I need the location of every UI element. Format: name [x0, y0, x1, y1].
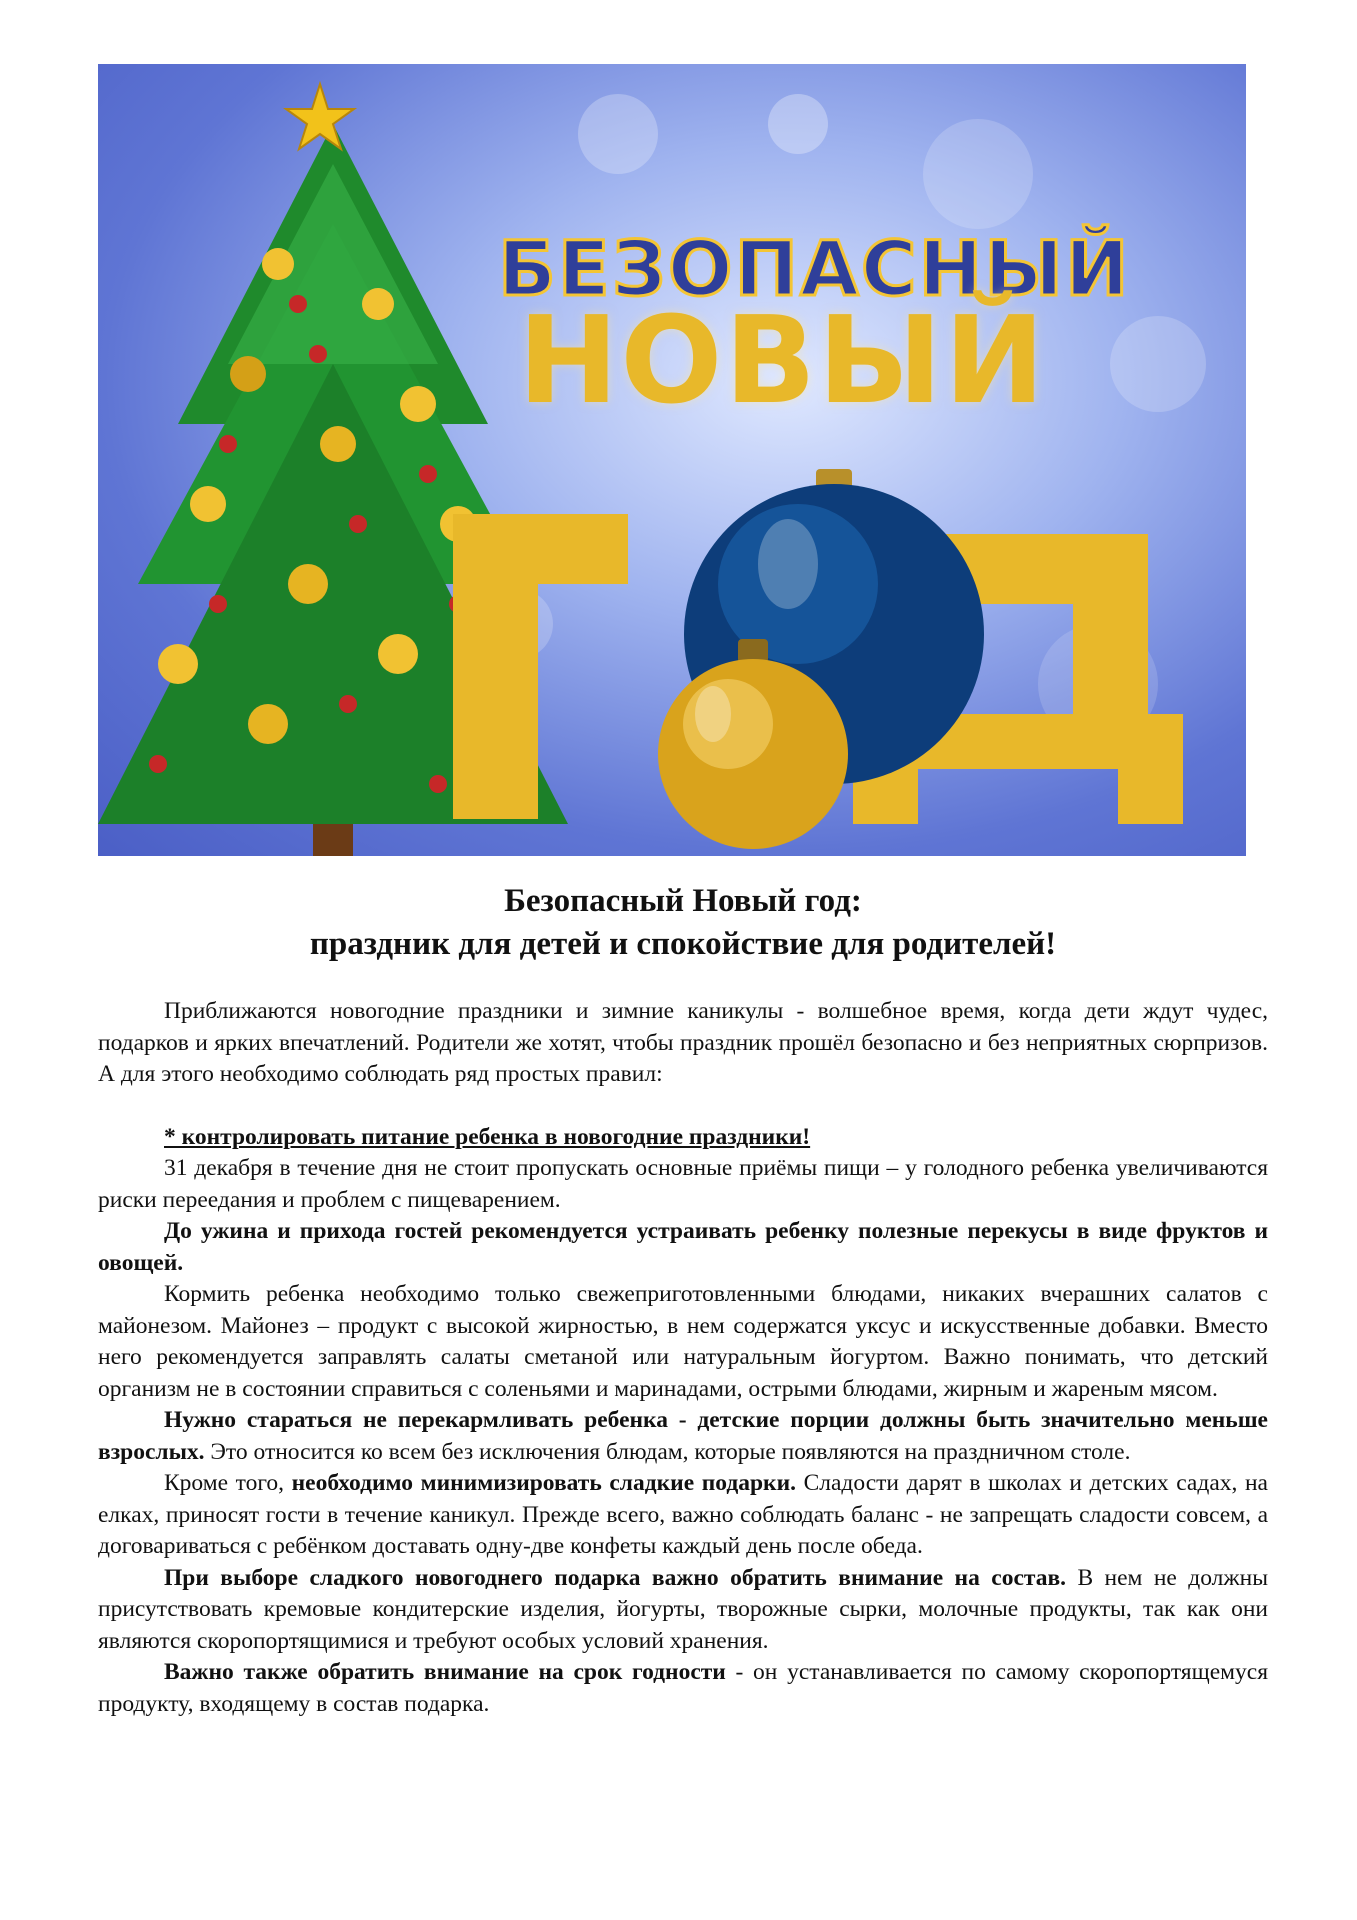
paragraph-snacks [98, 1216, 1268, 1279]
new-year-banner [98, 64, 1246, 856]
article-title [98, 880, 1268, 966]
sweets-text: Сладости дарят в школах и детских садах, на елках, приносят гости в течение каникул. Прежде всего, важно соблюдать баланс - не запрещать сладости совсем, а договариваться с ребёнком доставать одну-две конфеты каждый день после обеда. [98, 1470, 1268, 1559]
title-line1: Безопасный Новый год: [504, 883, 862, 919]
paragraph-composition [98, 1563, 1268, 1658]
portions-bold: Нужно стараться не перекармливать ребенка - детские порции должны быть значительно меньше взрослых. [98, 1407, 1268, 1465]
paragraph-expiry [98, 1657, 1268, 1720]
paragraph-portions [98, 1405, 1268, 1468]
sweets-bold: необходимо минимизировать сладкие подарки. [291, 1470, 796, 1496]
snacks-bold: До ужина и прихода гостей рекомендуется устраивать ребенку полезные перекусы в виде фруктов и овощей. [98, 1218, 1268, 1276]
composition-bold: При выборе сладкого новогоднего подарка важно обратить внимание на состав. [164, 1564, 1067, 1591]
intro-paragraph: Приближаются новогодние праздники и зимние каникулы - волшебное время, когда дети ждут чудес, подарков и ярких впечатлений. Родители же хотят, чтобы праздник прошёл безопасно и без неприятных сюрпризов. А для этого необходимо соблюдать ряд простых правил: [98, 998, 1268, 1087]
paragraph-meals: 31 декабря в течение дня не стоит пропускать основные приёмы пищи – у голодного ребенка увеличиваются риски переедания и проблем с пищеварением. [98, 1155, 1268, 1213]
portions-text: Это относится ко всем без исключения блюдам, которые появляются на праздничном столе. [204, 1438, 1131, 1465]
paragraph-fresh-food: Кормить ребенка необходимо только свежеприготовленными блюдами, никаких вчерашних салатов с майонезом. Майонез – продукт с высокой жирностью, в нем содержатся уксус и искусственные добавки. Вместо него рекомендуется заправлять салаты сметаной или натуральным йогуртом. Важно понимать, что детский организм не в состоянии справиться с соленьями и маринадами, острыми блюдами, жирным и жареным мясом. [98, 1281, 1268, 1402]
rule-heading-paragraph [98, 1122, 1268, 1154]
rule-heading: * контролировать питание ребенка в новогодние праздники! [164, 1123, 811, 1150]
banner-title-line2: НОВЫЙ [518, 292, 1047, 431]
expiry-bold: Важно также обратить внимание на срок годности [164, 1659, 726, 1685]
star-icon [286, 84, 354, 149]
sweets-start: Кроме того, [164, 1470, 292, 1496]
banner-title-line1: БЕЗОПАСНЫЙ [498, 224, 1131, 313]
paragraph-sweets [98, 1468, 1268, 1563]
article [98, 880, 1268, 1720]
composition-text: В нем не должны присутствовать кремовые кондитерские изделия, йогурты, творожные сырки, молочные продукты, так как они являются скоропортящимися и требуют особых условий хранения. [98, 1564, 1268, 1654]
title-line2: праздник для детей и спокойствие для родителей! [309, 926, 1057, 962]
banner-illustration [98, 64, 1246, 856]
expiry-text: - он устанавливается по самому скоропортящемуся продукту, входящему в состав подарка. [98, 1659, 1268, 1717]
